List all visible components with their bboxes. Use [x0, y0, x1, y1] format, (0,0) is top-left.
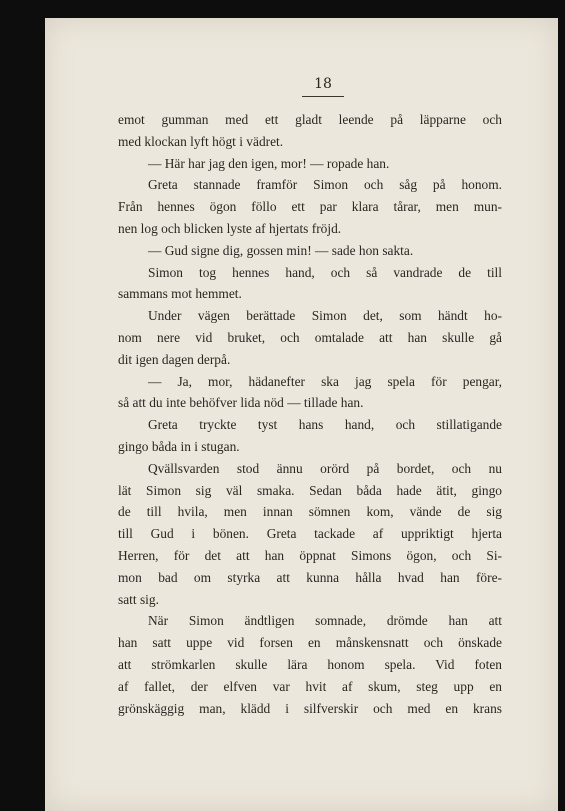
text-line: dit igen dagen derpå.	[118, 351, 231, 367]
text-line: — Ja, mor, hädanefter ska jag spela för pengar,	[148, 373, 502, 389]
text-line: till Gud i bönen. Greta tackade af uppriktigt hjerta	[118, 526, 502, 542]
text-line: lät Simon sig väl smaka. Sedan båda hade ätit, gingo	[118, 482, 502, 498]
text-line: — Gud signe dig, gossen min! — sade hon sakta.	[148, 242, 414, 258]
text-line: att strömkarlen skulle lära honom spela. Vid foten	[118, 656, 502, 672]
text-line: emot gumman med ett gladt leende på läpparne och	[118, 112, 502, 127]
text-line: med klockan lyft högt i vädret.	[118, 133, 284, 149]
page-number-rule	[302, 96, 344, 97]
book-page	[45, 18, 558, 811]
text-line: Herren, för det att han öppnat Simons ögon, och Si-	[118, 547, 502, 563]
text-line: — Här har jag den igen, mor! — ropade han.	[148, 155, 390, 171]
page-number: 18	[314, 76, 332, 92]
text-line: af fallet, der elfven var hvit af skum, steg upp en	[118, 678, 502, 694]
text-line: Qvällsvarden stod ännu orörd på bordet, och nu	[148, 460, 502, 476]
text-line: Under vägen berättade Simon det, som händt ho-	[148, 308, 502, 324]
text-line: När Simon ändtligen somnade, drömde han att	[148, 613, 502, 629]
text-line: Greta tryckte tyst hans hand, och stillatigande	[148, 417, 502, 433]
text-line: gingo båda in i stugan.	[118, 438, 240, 454]
body-text	[118, 109, 502, 719]
text-line: så att du inte behöfver lida nöd — tillade han.	[118, 395, 364, 411]
text-line: Simon tog hennes hand, och så vandrade de till	[148, 264, 502, 280]
text-line: de till hvila, men innan sömnen kom, vände de sig	[118, 504, 502, 520]
text-line: nen log och blicken lyste af hjertats fröjd.	[118, 220, 342, 236]
text-line: mon bad om styrka att kunna hålla hvad han före-	[118, 569, 502, 585]
text-line: Greta stannade framför Simon och såg på honom.	[148, 177, 502, 193]
text-line: grönskäggig man, klädd i silfverskir och med en krans	[118, 700, 502, 716]
text-line: han satt uppe vid forsen en månskensnatt och önskade	[118, 635, 502, 651]
text-line: satt sig.	[118, 591, 159, 607]
text-line: sammans mot hemmet.	[118, 286, 242, 302]
text-line: Från hennes ögon föllo ett par klara tårar, men mun-	[118, 199, 502, 215]
text-line: nom nere vid bruket, och omtalade att han skulle gå	[118, 329, 502, 345]
